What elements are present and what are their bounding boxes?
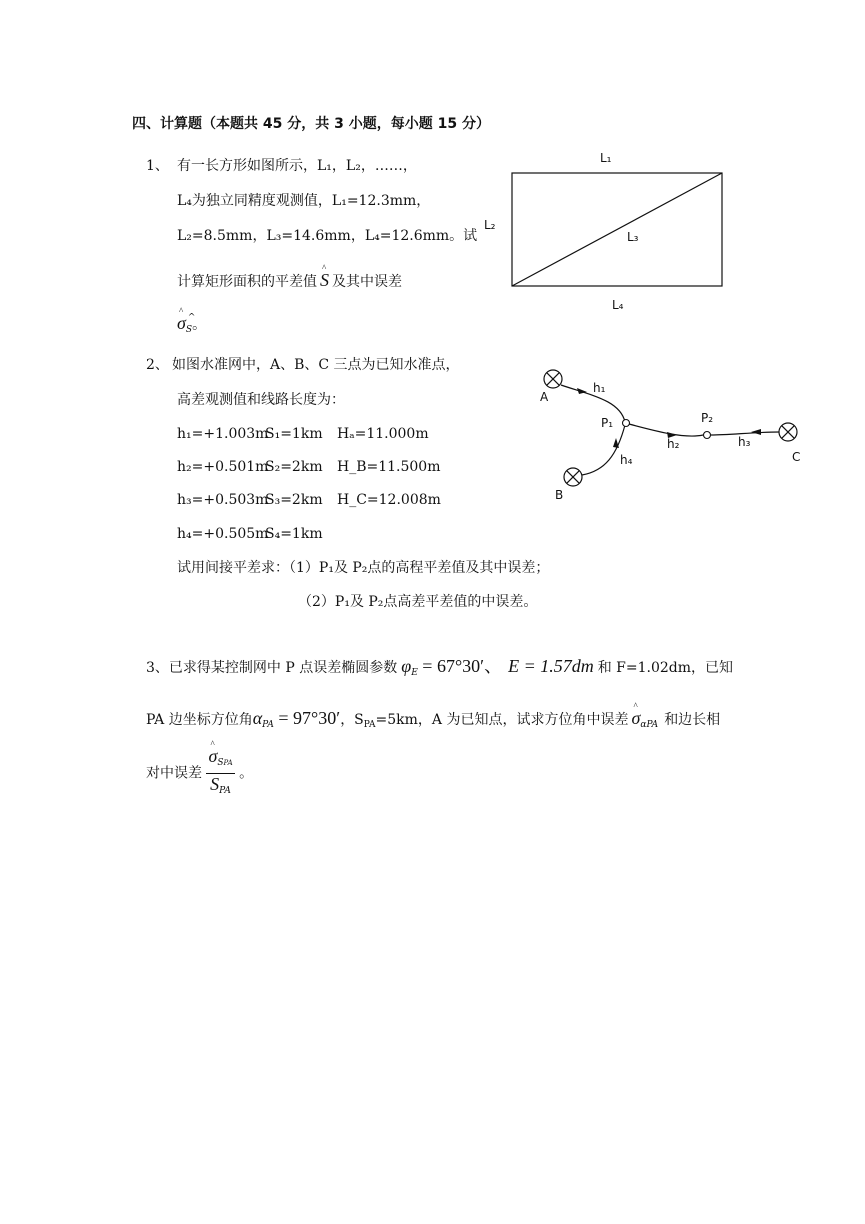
q3-line1-post: 和 F=1.02dm，已知: [597, 660, 734, 676]
q2-number: 2、: [146, 357, 169, 373]
label-L1: L₁: [600, 151, 612, 165]
label-h3: h₃: [738, 435, 751, 449]
q3-line1-pre: 已求得某控制网中 P 点误差椭圆参数: [168, 660, 398, 676]
label-A: A: [540, 390, 549, 404]
q2-s2: S₂=2km: [265, 459, 323, 475]
q3-line3-pre: 对中误差: [146, 765, 202, 782]
q2-h1: h₁=+1.003m: [177, 426, 269, 442]
arrow-h4-icon: [613, 438, 619, 448]
q2-line2: 高差观测值和线路长度为：: [177, 392, 345, 408]
label-h1: h₁: [593, 381, 606, 395]
q3-phi-value: = 67°30′、: [417, 656, 503, 676]
q1-line4: [177, 270, 402, 292]
q3-alpha: α: [252, 708, 263, 728]
label-h2: h₂: [667, 437, 680, 451]
q3-frac-den-sub: PA: [219, 786, 231, 796]
q2-leveling-network-figure: [525, 355, 810, 505]
q3-alpha-sub: PA: [262, 720, 274, 730]
q1-line5: [177, 313, 206, 340]
q2-s3: S₃=2km: [265, 492, 323, 508]
q3-sigma: ^ σ: [631, 708, 640, 728]
q3-sigma-sub: αPA: [640, 720, 659, 730]
benchmark-C-icon: [779, 423, 797, 441]
q1-area-symbol: ^ S: [320, 270, 329, 290]
q2-row-4: [177, 524, 337, 544]
q1-sigma-symbol: ^ σ: [177, 313, 186, 333]
q3-line2: [146, 708, 720, 735]
q3-line3: [146, 746, 253, 801]
q3-line2-mid-sub: PA: [363, 720, 376, 730]
q2-h2: h₂=+0.501m: [177, 459, 269, 475]
q3-phi: φ: [401, 656, 412, 676]
route-h2: [629, 424, 703, 436]
q2-task1: 试用间接平差求：（1）P₁及 P₂点的高程平差值及其中误差；: [177, 560, 550, 576]
q3-frac-den: S: [210, 774, 220, 794]
q1-line5-post: 。: [192, 317, 207, 333]
label-L2: L₂: [484, 218, 496, 232]
label-P2: P₂: [701, 411, 714, 425]
route-h4: [582, 425, 625, 475]
q3-frac-num: ^ σ: [208, 746, 217, 766]
q2-h3: h₃=+0.503m: [177, 492, 269, 508]
arrow-h3-icon: [751, 429, 761, 435]
q2-line1: 如图水准网中，A、B、C 三点为已知水准点，: [172, 357, 460, 373]
q1-line1: 有一长方形如图所示，L₁，L₂，……，: [177, 158, 417, 174]
q2-HC: H_C=12.008m: [337, 492, 441, 508]
q2-HA: Hₐ=11.000m: [337, 426, 429, 442]
q3-line2-pre: PA 边坐标方位角: [146, 712, 253, 728]
q1-line2: L₄为独立同精度观测值，L₁=12.3mm，: [177, 193, 431, 209]
q3-line2-mid: ，S: [340, 712, 364, 728]
q1-number: 1、: [146, 158, 169, 174]
label-C: C: [792, 450, 801, 464]
q3-phi-sub: E: [411, 668, 418, 678]
q3-frac-num-subsub: PA: [223, 759, 233, 767]
point-P2-icon: [704, 432, 711, 439]
rectangle-diagonal: [512, 173, 722, 286]
q3-E-expression: E = 1.57dm: [508, 656, 594, 676]
q3-alpha-value: = 97°30′: [273, 708, 341, 728]
q3-line2-mid2: =5km，A 为已知点，试求方位角中误差: [375, 712, 629, 728]
q1-line3: L₂=8.5mm，L₃=14.6mm，L₄=12.6mm。试: [177, 228, 478, 244]
label-h4: h₄: [620, 453, 633, 467]
q3-number: 3、: [146, 660, 169, 676]
q2-task2: （2）P₁及 P₂点高差平差值的中误差。: [298, 594, 538, 610]
q1-sigma-sub: ^ $_S$: [186, 320, 192, 340]
q2-row-2: [177, 457, 441, 477]
q2-s1: S₁=1km: [265, 426, 323, 442]
q3-frac-num-sub: S: [217, 758, 224, 768]
q2-s4: S₄=1km: [265, 526, 323, 542]
q2-row-3: [177, 490, 441, 510]
q1-line4-pre: 计算矩形面积的平差值: [177, 274, 317, 290]
q3-line3-post: 。: [239, 765, 254, 782]
benchmark-A-icon: [544, 370, 562, 388]
q3-line1: [146, 656, 733, 683]
label-B: B: [555, 488, 564, 502]
label-L3: L₃: [627, 230, 639, 244]
section-title: 四、计算题（本题共 45 分，共 3 小题，每小题 15 分）: [132, 116, 490, 132]
benchmark-B-icon: [564, 468, 582, 486]
q3-line2-post: 和边长相: [664, 712, 721, 728]
q1-line4-post: 及其中误差: [332, 274, 402, 290]
q2-row-1: [177, 424, 429, 444]
q2-HB: H_B=11.500m: [337, 459, 441, 475]
label-L4: L₄: [612, 298, 624, 312]
q3-relative-error-fraction: [206, 746, 234, 801]
q2-h4: h₄=+0.505m: [177, 526, 269, 542]
point-P1-icon: [623, 420, 630, 427]
label-P1: P₁: [601, 416, 614, 430]
q1-rectangle-figure: [470, 145, 740, 315]
